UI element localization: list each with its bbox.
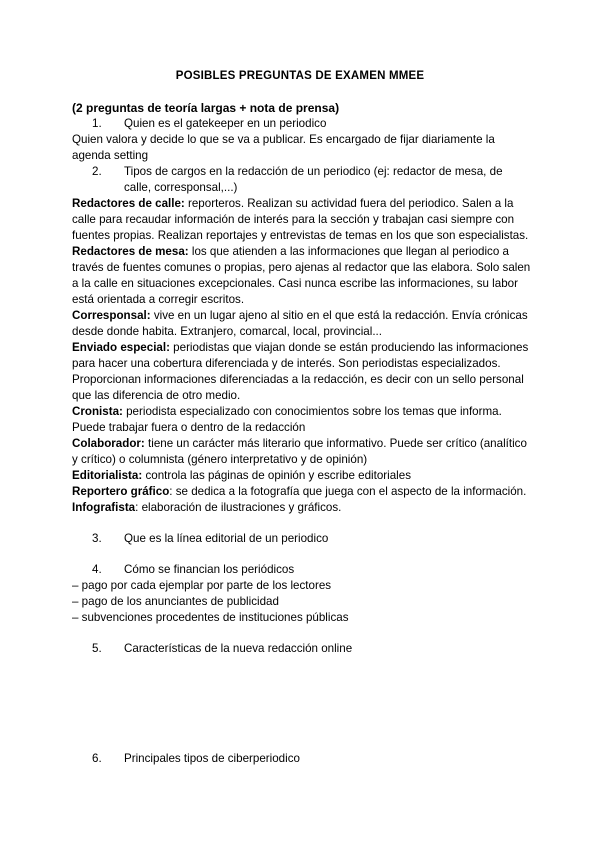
question-number: 2. <box>92 165 102 178</box>
role-term: Cronista: <box>72 405 123 418</box>
question-1-answer: Quien valora y decide lo que se va a publicar. Es encargado de fijar diariamente la agenda setting <box>72 133 495 162</box>
question-text: Que es la línea editorial de un periodico <box>124 532 329 545</box>
role-term: Reportero gráfico <box>72 485 170 498</box>
role-term: Infografista <box>72 501 136 514</box>
question-number: 3. <box>92 532 102 545</box>
document-body <box>72 100 532 767</box>
role-entry <box>72 436 532 468</box>
question-text: Características de la nueva redacción online <box>124 642 353 655</box>
role-description: controla las páginas de opinión y escribe editoriales <box>142 469 411 482</box>
role-description: periodista especializado con conocimientos sobre los temas que informa. Puede trabajar fuera o dentro de la redacción <box>72 405 502 434</box>
role-entry <box>72 468 532 484</box>
list-item: – subvenciones procedentes de instituciones públicas <box>72 611 349 624</box>
role-description: vive en un lugar ajeno al sitio en el que está la redacción. Envía crónicas desde donde habita. Extranjero, comarcal, local, provincial... <box>72 309 528 338</box>
role-term: Redactores de calle: <box>72 197 185 210</box>
role-term: Enviado especial: <box>72 341 170 354</box>
roles-list <box>72 196 532 516</box>
page-title: POSIBLES PREGUNTAS DE EXAMEN MMEE <box>175 70 425 82</box>
exam-subtitle: (2 preguntas de teoría largas + nota de prensa) <box>72 101 340 115</box>
question-number: 1. <box>92 117 102 130</box>
question-text: Tipos de cargos en la redacción de un periodico (ej: redactor de mesa, de calle, corresponsal,...) <box>124 165 503 194</box>
role-description: los que atienden a las informaciones que llegan al periodico a través de fuentes comunes o propias, pero ajenas al redactor que las elabora. Solo salen a la calle en situaciones excepcionales. Casi nunca escribe las informaciones, su labor está orientada a corregir escritos. <box>72 245 531 306</box>
question-2 <box>72 164 532 196</box>
question-1 <box>72 116 532 132</box>
role-term: Corresponsal: <box>72 309 151 322</box>
question-text: Cómo se financian los periódicos <box>124 563 295 576</box>
role-entry <box>72 308 532 340</box>
role-term: Editorialista: <box>72 469 143 482</box>
role-entry <box>72 244 532 308</box>
question-text: Quien es el gatekeeper en un periodico <box>124 117 327 130</box>
role-entry <box>72 340 532 404</box>
list-item: – pago de los anunciantes de publicidad <box>72 595 279 608</box>
role-description: reporteros. Realizan su actividad fuera del periodico. Salen a la calle para recaudar información de interés para la sección y trabajan casi siempre con fuentes propias. Realizan reportajes y entrevistas de temas en los que son especialistas. <box>72 197 529 242</box>
financing-list <box>72 578 532 626</box>
role-entry <box>72 404 532 436</box>
role-description: : se dedica a la fotografía que juega con el aspecto de la información. <box>169 485 527 498</box>
role-term: Colaborador: <box>72 437 145 450</box>
list-item: – pago por cada ejemplar por parte de los lectores <box>72 579 332 592</box>
role-entry <box>72 484 532 500</box>
question-5 <box>72 641 532 657</box>
role-term: Redactores de mesa: <box>72 245 189 258</box>
question-number: 6. <box>92 752 102 765</box>
role-description: : elaboración de ilustraciones y gráficos. <box>135 501 342 514</box>
role-entry <box>72 196 532 244</box>
role-entry <box>72 500 532 516</box>
role-description: tiene un carácter más literario que informativo. Puede ser crítico (analítico y crítico) o columnista (género interpretativo y de opinión) <box>72 437 527 466</box>
question-number: 4. <box>92 563 102 576</box>
question-number: 5. <box>92 642 102 655</box>
question-text: Principales tipos de ciberperiodico <box>124 752 300 765</box>
role-description: periodistas que viajan donde se están produciendo las informaciones para hacer una cobertura diferenciada y de interés. Son periodistas especializados. Proporcionan informaciones diferenciadas a la redacción, es decir con un sello personal que las diferencia de otro medio. <box>72 341 529 402</box>
question-3 <box>72 531 532 547</box>
question-6 <box>72 751 532 767</box>
question-4 <box>72 562 532 578</box>
